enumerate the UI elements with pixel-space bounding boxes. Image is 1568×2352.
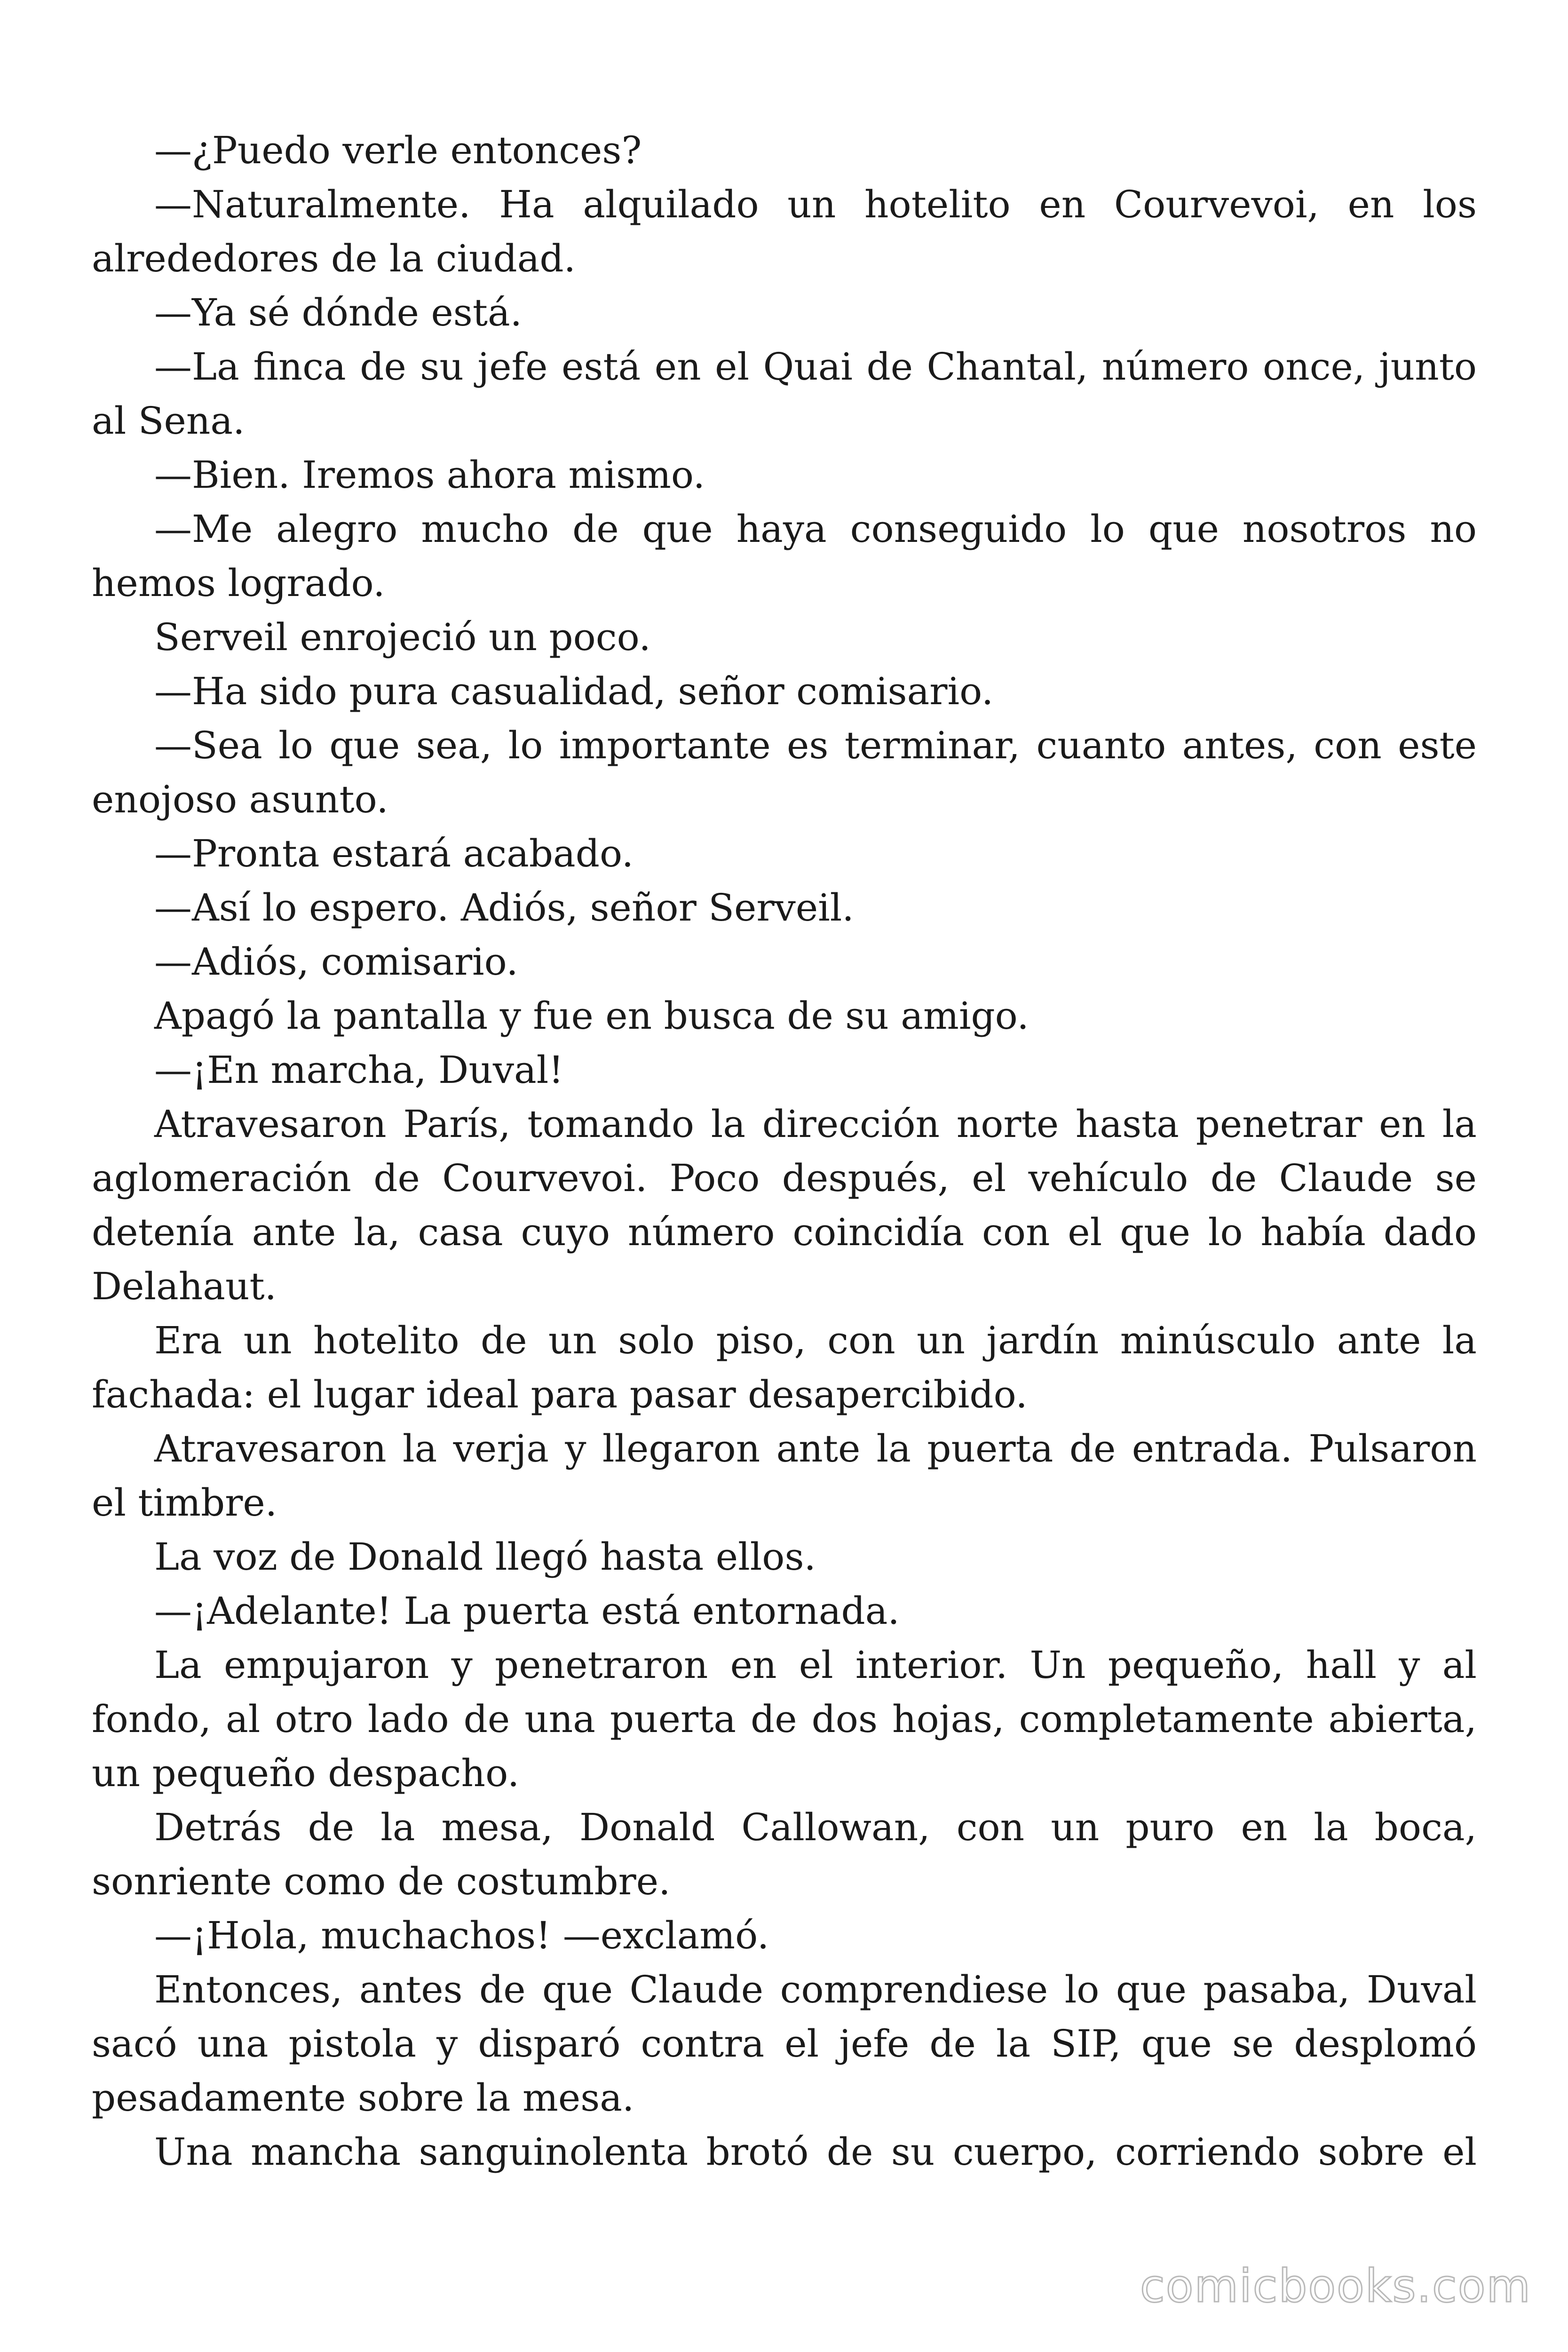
paragraph: —Bien. Iremos ahora mismo. (154, 453, 705, 497)
paragraph: Entonces, antes de que Claude comprendiese lo que pasaba, Duval sacó una pistola y disparó contra el jefe de la SIP, que se desplomó pesadamente sobre la mesa. (92, 1968, 1477, 2120)
paragraph: —Naturalmente. Ha alquilado un hotelito en Courvevoi, en los alrededores de la ciudad. (92, 183, 1477, 280)
paragraph: —¡Hola, muchachos! —exclamó. (154, 1914, 769, 1957)
watermark: comicbooks.com (1140, 2260, 1531, 2312)
paragraph: —Así lo espero. Adiós, señor Serveil. (154, 886, 854, 930)
paragraph: —¿Puedo verle entonces? (154, 128, 642, 172)
paragraph: La voz de Donald llegó hasta ellos. (154, 1535, 816, 1579)
paragraph: Atravesaron París, tomando la dirección norte hasta penetrar en la aglomeración de Courvevoi. Poco después, el vehículo de Claude se detenía ante la, casa cuyo número coincidía con el que lo había dado Delahaut. (92, 1102, 1477, 1308)
paragraph: —¡En marcha, Duval! (154, 1048, 564, 1092)
paragraph: —La finca de su jefe está en el Quai de Chantal, número once, junto al Sena. (92, 345, 1477, 443)
paragraph: —Ha sido pura casualidad, señor comisario. (154, 669, 994, 713)
paragraph: —Adiós, comisario. (154, 940, 518, 984)
paragraph: —¡Adelante! La puerta está entornada. (154, 1589, 900, 1633)
paragraph: Apagó la pantalla y fue en busca de su amigo. (154, 994, 1029, 1038)
paragraph: Atravesaron la verja y llegaron ante la puerta de entrada. Pulsaron el timbre. (92, 1427, 1477, 1525)
paragraph: Una mancha sanguinolenta brotó de su cuerpo, corriendo sobre el (154, 2130, 1477, 2174)
paragraph: —Sea lo que sea, lo importante es terminar, cuanto antes, con este enojoso asunto. (92, 723, 1477, 821)
paragraph: Serveil enrojeció un poco. (154, 615, 651, 659)
paragraph: Era un hotelito de un solo piso, con un jardín minúsculo ante la fachada: el lugar ideal para pasar desapercibido. (92, 1319, 1477, 1416)
paragraph: —Pronta estará acabado. (154, 832, 634, 875)
paragraph: —Ya sé dónde está. (154, 291, 523, 334)
paragraph: Detrás de la mesa, Donald Callowan, con un puro en la boca, sonriente como de costumbre. (92, 1805, 1477, 1903)
paragraph: —Me alegro mucho de que haya conseguido lo que nosotros no hemos logrado. (92, 507, 1477, 605)
paragraph: La empujaron y penetraron en el interior. Un pequeño, hall y al fondo, al otro lado de una puerta de dos hojas, completamente abierta, un pequeño despacho. (92, 1643, 1477, 1795)
text-column (92, 123, 1477, 2179)
